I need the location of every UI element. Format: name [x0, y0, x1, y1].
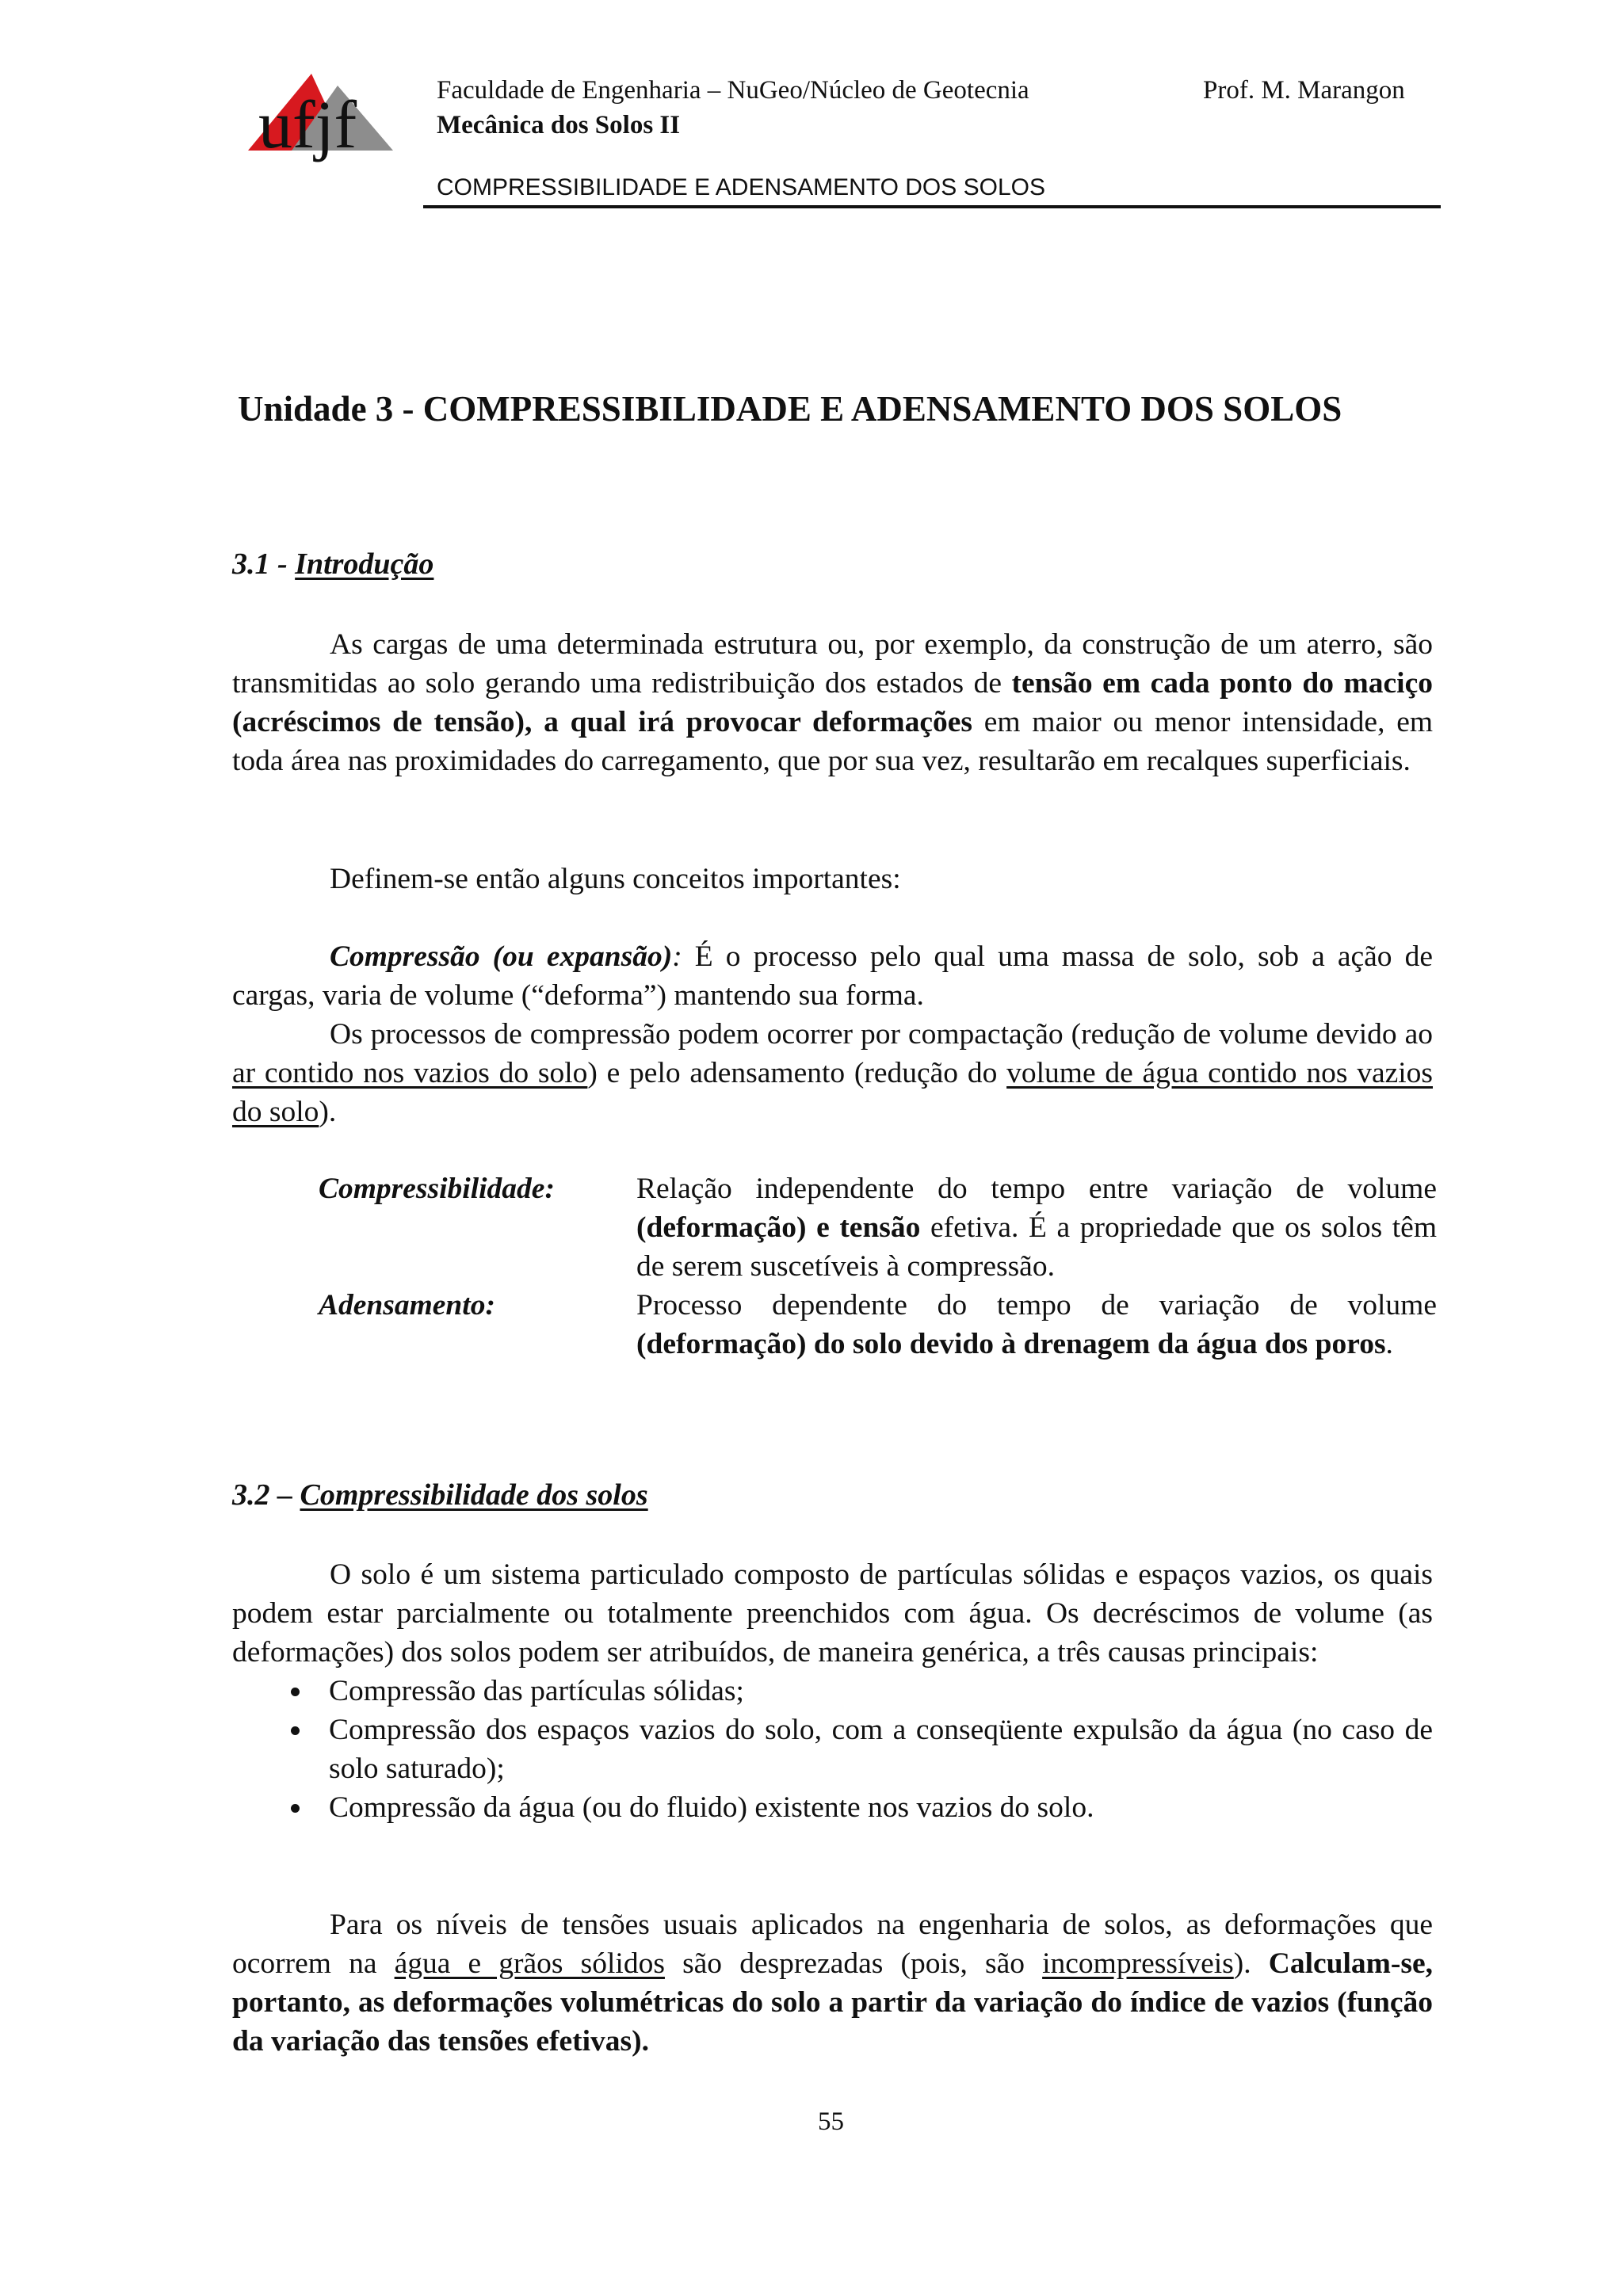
deformation-paragraph: Para os níveis de tensões usuais aplicados na engenharia de solos, as deformações que ocorrem na água e grãos sólidos são desprezadas (pois, são incompressíveis). Calculam-se, portanto, as deformações volumétricas do solo a partir da variação do índice de vazios (função da variação das tensões efetivas).: [232, 1909, 1434, 2058]
logo-text: ufjf: [258, 86, 357, 162]
header-course: Mecânica dos Solos II: [437, 111, 681, 139]
definition-body-adensamento: Processo dependente do tempo de variação de volume (deformação) do solo devido à drenagem da água dos poros.: [636, 1289, 1437, 1360]
bullet-icon: [291, 1688, 300, 1696]
intro-paragraph: As cargas de uma determinada estrutura ou, por exemplo, da construção de um aterro, são transmitidas ao solo gerando uma redistribuição dos estados de tensão em cada ponto do maciço (acréscimos de tensão), a qual irá provocar deformações em maior ou menor intensidade, em toda área nas proximidades do carregamento, que por sua vez, resultarão em recalques superficiais.: [232, 628, 1434, 777]
soil-system-paragraph: O solo é um sistema particulado composto de partículas sólidas e espaços vazios, os quais podem estar parcialmente ou totalmente preenchidos com água. Os decréscimos de volume (as deformações) dos solos podem ser atribuídos, de maneira genérica, a três causas principais: Compressão das partículas sólidas; Compressão dos espaços vazios do solo, com a conseqüente expulsão da água (no caso de solo saturado); Compressão da água (ou do fluido) existente nos vazios do solo.: [232, 1555, 1433, 1827]
page-title: Unidade 3 - COMPRESSIBILIDADE E ADENSAMENTO DOS SOLOS: [238, 389, 1342, 429]
definition-term-compressibilidade: Compressibilidade:: [319, 1173, 555, 1205]
bullet-icon: [291, 1726, 300, 1735]
header-subject: COMPRESSIBILIDADE E ADENSAMENTO DOS SOLOS: [437, 174, 1045, 200]
ufjf-logo-graphic: [244, 70, 395, 181]
list-item: Compressão das partículas sólidas;: [232, 1672, 1433, 1711]
header-author: Prof. M. Marangon: [1203, 76, 1405, 105]
header-rule: [423, 205, 1441, 208]
list-item: Compressão da água (ou do fluido) existente nos vazios do solo.: [232, 1788, 1433, 1827]
definition-body-compressibilidade: Relação independente do tempo entre variação de volume (deformação) e tensão efetiva. É a propriedade que os solos têm de serem suscetíveis à compressão.: [636, 1173, 1437, 1283]
bullet-icon: [291, 1804, 300, 1813]
section-heading-3-2: 3.2 – Compressibilidade dos solos: [232, 1478, 648, 1512]
causes-list: [232, 1672, 1433, 1827]
section-heading-3-1: 3.1 - Introdução: [232, 547, 434, 581]
list-item: Compressão dos espaços vazios do solo, com a conseqüente expulsão da água (no caso de solo saturado);: [232, 1711, 1433, 1788]
compression-definition: Compressão (ou expansão): É o processo pelo qual uma massa de solo, sob a ação de cargas, varia de volume (“deforma”) mantendo sua forma. Os processos de compressão podem ocorrer por compactação (redução de volume devido ao ar contido nos vazios do solo) e pelo adensamento (redução do volume de água contido nos vazios do solo).: [232, 940, 1433, 1128]
ufjf-logo: [244, 70, 395, 181]
header-faculty: Faculdade de Engenharia – NuGeo/Núcleo de Geotecnia: [437, 76, 1029, 105]
page-number: 55: [818, 2107, 844, 2136]
definition-term-adensamento: Adensamento:: [319, 1289, 495, 1322]
concepts-intro: Definem-se então alguns conceitos importantes:: [330, 863, 901, 895]
